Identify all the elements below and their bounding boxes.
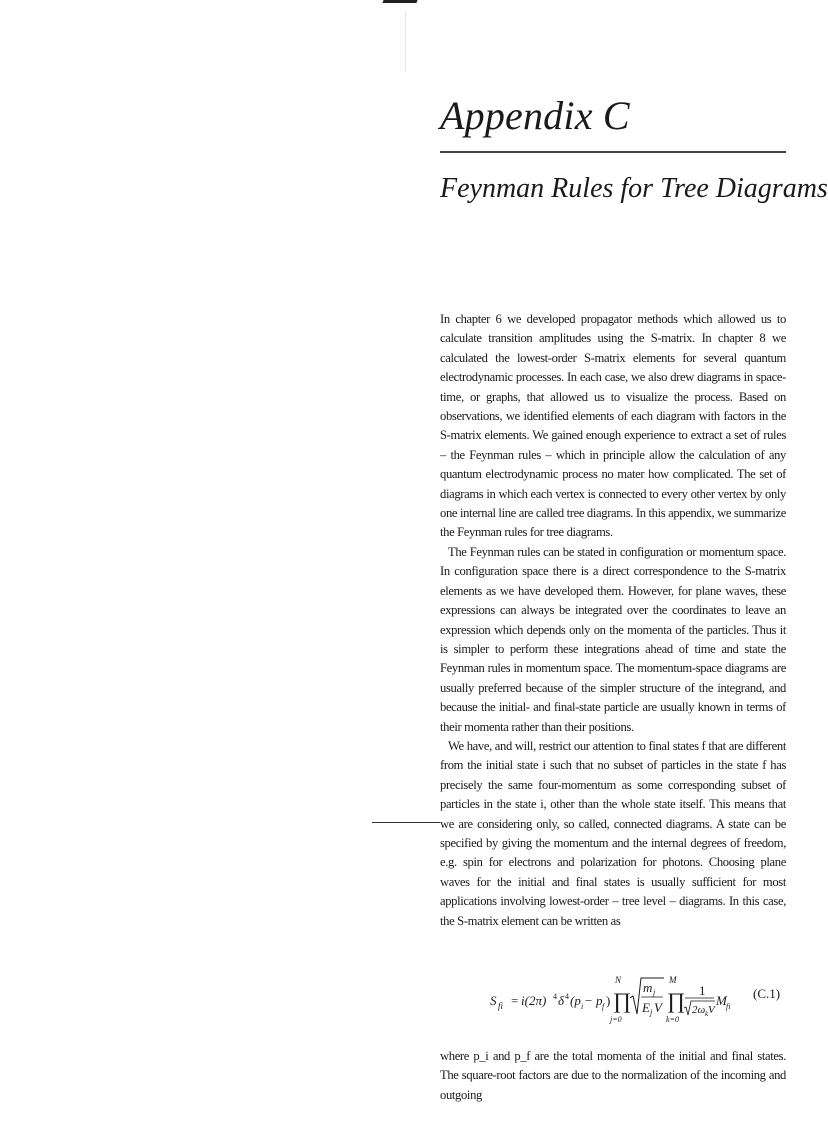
eq-delta-sup: 4 xyxy=(565,992,569,1001)
sqrt1-num: m xyxy=(643,980,653,995)
eq-delta-arg-sub-i: i xyxy=(581,1002,584,1011)
sqrt1-den: E xyxy=(642,1000,650,1015)
sqrt2-den-sub: k xyxy=(705,1010,709,1018)
eq-delta-arg-sub-f: f xyxy=(602,1002,605,1011)
prod2-lower: k=0 xyxy=(666,1015,679,1024)
eq-close: ) xyxy=(606,993,611,1008)
sqrt2-den: 2ω xyxy=(692,1004,706,1016)
sqrt1-den-sub: j xyxy=(650,1008,653,1017)
paragraph-momentum-space: The Feynman rules can be stated in configuration or momentum space. In configuration space there is a direct correspondence to the S-matrix elements as we have developed them. However, for plane waves, these expressions can always be integrated over the coordinates to leave an expression which depends only on the momenta of the particles. Thus it is simpler to perform these integrations ahead of time and state the Feynman rules in momentum space. The momentum-space diagrams are usually preferred because of the simpler structure of the integrand, and because the initial- and final-state particle are usually known in terms of their momenta rather than their positions. xyxy=(440,544,786,734)
margin-rule xyxy=(372,822,440,823)
eq-minus: − p xyxy=(584,993,603,1008)
equation-c1 xyxy=(490,970,790,1030)
equation-number: (C.1) xyxy=(753,986,781,1001)
sqrt1-num-sub: j xyxy=(653,988,656,997)
eq-lhs-sub: fi xyxy=(498,1001,504,1011)
prod1-symbol: ∏ xyxy=(613,988,632,1013)
sqrt2-den-tail: V xyxy=(708,1004,715,1016)
eq-delta: δ xyxy=(558,993,565,1008)
paragraph-intro: In chapter 6 we developed propagator methods which allowed us to calculate transition amplitudes using the S-matrix. In chapter 8 we calculated the lowest-order S-matrix elements for several quantum electrodynamic processes. In each case, we also drew diagrams in space-time, or graphs, that allowed us to visualize the process. Based on observations, we identified elements of each diagram with factors in the S-matrix elements. We gained enough experience to extract a set of rules – the Feynman rules – which in principle allow the calculation of any quantum electrodynamic process no mater how complicated. The set of diagrams in which each vertex is connected to every other vertex by only one internal line are called tree diagrams. In this appendix, we summarize the Feynman rules for tree diagrams. xyxy=(440,312,786,540)
eq-amplitude: M xyxy=(716,993,727,1008)
prod2-symbol: ∏ xyxy=(667,988,686,1013)
eq-lhs: S xyxy=(490,993,497,1008)
scan-artifact-mark xyxy=(382,0,417,3)
prod2-upper: M xyxy=(669,975,677,985)
chapter-title: Appendix C xyxy=(440,93,630,138)
scan-artifact-dots xyxy=(405,12,414,72)
body-text xyxy=(440,310,786,931)
sqrt1-den-tail: V xyxy=(654,1000,662,1015)
paragraph-after-equation: where p_i and p_f are the total momenta of the initial and final states. The square-root factors are due to the normalization of the incoming and outgoing xyxy=(440,1049,786,1102)
chapter-subtitle: Feynman Rules for Tree Diagrams xyxy=(440,173,828,204)
eq-prefactor-sup: 4 xyxy=(553,992,557,1001)
paragraph-final-states: We have, and will, restrict our attention to final states f that are different from the initial state i such that no subset of particles in the state f has precisely the same four-momentum as some corresponding subset of particles in the state i, other than the whole state itself. This means that we are considering only, so called, connected diagrams. A state can be specified by giving the momentum and the internal degrees of freedom, e.g. spin for electrons and polarization for photons. Choosing plane waves for the initial and final states is usually sufficient for most applications involving lowest-order – tree level – diagrams. In this case, the S-matrix element can be written as xyxy=(440,738,786,928)
eq-prefactor: i(2π) xyxy=(521,993,547,1008)
prod1-upper: N xyxy=(615,975,622,985)
title-rule xyxy=(440,151,786,153)
text-after-equation xyxy=(440,1047,786,1105)
eq-equals: = xyxy=(511,993,519,1008)
eq-delta-arg: (p xyxy=(570,993,581,1008)
equation-math xyxy=(490,970,730,1030)
frac2-num: 1 xyxy=(699,983,706,998)
prod1-lower: j=0 xyxy=(610,1015,622,1024)
eq-amplitude-sub: fi xyxy=(726,1002,731,1011)
